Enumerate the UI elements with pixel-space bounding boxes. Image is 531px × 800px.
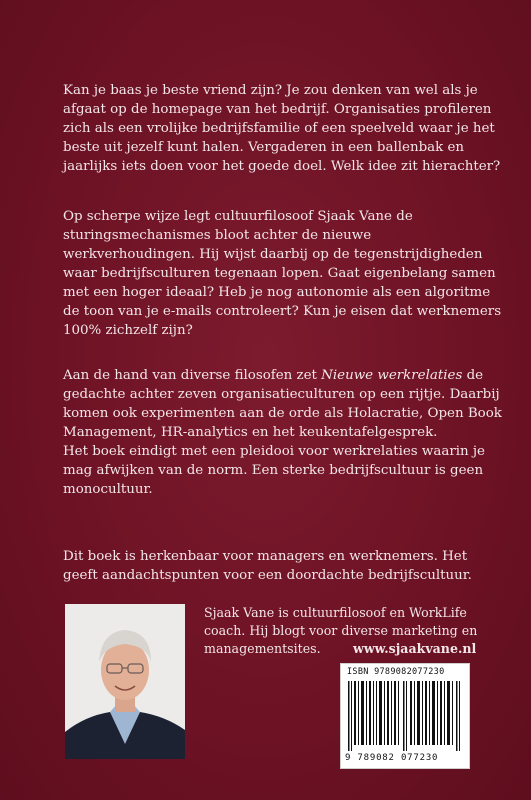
blurb-paragraph-2: Op scherpe wijze legt cultuurfilosoof Sjaak Vane de sturingsmechanismes bloot achter de nieuwe werkverhoudingen. Hij wijst daarbij op de tegenstrijdigheden waar bedrijfsculturen tegenaan lopen. Gaat eigenbelang samen met een hoger ideaal? Heb je nog autonomie als een algoritme de toon van je e-mails controleert? Kun je eisen dat werknemers 100% zichzelf zijn? <box>63 209 502 338</box>
blurb-paragraph-4: Dit boek is herkenbaar voor managers en werknemers. Het geeft aandachtspunten voor een doordachte bedrijfscultuur. <box>63 549 472 583</box>
author-website: www.sjaakvane.nl <box>353 641 477 656</box>
blurb-paragraph-1: Kan je baas je beste vriend zijn? Je zou denken van wel als je afgaat op de homepage van het bedrijf. Organisaties profileren zich als een vrolijke bedrijfsfamilie of een speelveld waar je het beste uit jezelf kunt halen. Vergaderen in een ballenbak en jaarlijks iets doen voor het goede doel. Welk idee zit hierachter? <box>63 83 501 174</box>
isbn-barcode <box>340 663 470 769</box>
book-title-inline: Nieuwe werkrelaties <box>321 368 463 383</box>
blurb-p3-intro: Aan de hand van diverse filosofen zet <box>63 368 322 383</box>
author-bio: Sjaak Vane is cultuurfilosoof en WorkLife coach. Hij blogt voor diverse marketing en managementsites. <box>204 605 478 656</box>
author-photo <box>65 604 185 759</box>
isbn-label: ISBN 9789082077230 <box>347 667 445 677</box>
blurb-p3-rest: de gedachte achter zeven organisatieculturen op een rijtje. Daarbij komen ook experimenten aan de orde als Holacratie, Open Book Management, HR-analytics en het keukentafelgesprek. <box>63 368 502 440</box>
blurb-p3-end: Het boek eindigt met een pleidooi voor werkrelaties waarin je mag afwijken van de norm. Een sterke bedrijfscultuur is geen monocultuur. <box>63 444 485 497</box>
isbn-digits: 9 789082 077230 <box>345 753 439 763</box>
blurb-paragraph-3 <box>63 366 503 499</box>
barcode-bars <box>348 681 462 751</box>
